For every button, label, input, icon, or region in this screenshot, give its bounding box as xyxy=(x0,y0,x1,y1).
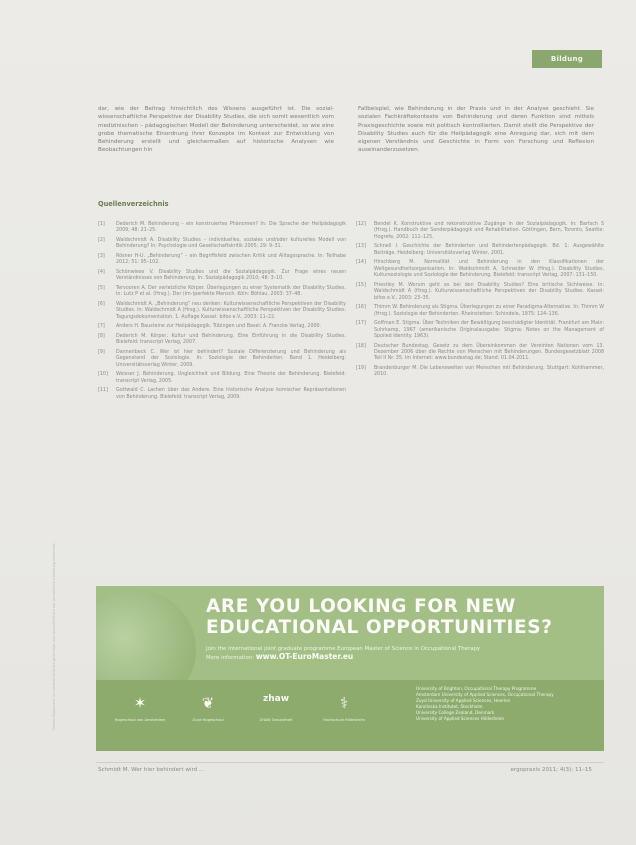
reference-text: Deutscher Bundestag. Gesetz zu dem Übereinkommen der Vereinten Nationen vom 13. Dezember 2006 über die Rechte von Menschen mit Behinderungen. Bundesgesetzblatt 2008 Teil II Nr. 35. Im Internet: www.bundestag.de; Stand: 01.04.2011. xyxy=(374,343,604,362)
university-logo-icon: ⚕ xyxy=(339,694,349,712)
reference-text: Weisser J. Behinderung, Ungleichheit und Bildung. Eine Theorie der Behinderung. Bielefeld: transcript Verlag, 2005. xyxy=(116,372,346,384)
reference-item xyxy=(98,270,346,283)
ad-headline: ARE YOU LOOKING FOR NEW EDUCATIONAL OPPORTUNITIES? xyxy=(206,596,553,638)
ad-logo-strip xyxy=(96,680,604,751)
reference-text: Rösner H-U. „Behinderung“ – ein Begriffsfeld zwischen Kritik und Alltagssprache. In: Teilhabe 2012; 51: 95–102. xyxy=(116,254,346,266)
reference-text: Tervooren A. Der verletzliche Körper. Überlegungen zu einer Systematik der Disability Studies. In: Lutz P et al. (Hrsg.). Der (im-)perfekte Mensch. Köln: Böhlau, 2003: 37–48. xyxy=(116,286,346,298)
reference-number: [1] xyxy=(98,222,105,227)
reference-text: Schönwiese V. Disability Studies und die Sozialpädagogik. Zur Frage eines neuen Verständnisses von Behinderung. In: Sozialpädagogik 2010; 48: 3–10. xyxy=(116,270,346,282)
reference-number: [16] xyxy=(356,305,366,311)
copyright-side-note: Dieses Dokument ist urheberrechtlich geschützt und ausschließlich zur persönlichen Nutzung bestimmt. xyxy=(52,542,56,730)
reference-item xyxy=(356,305,604,318)
logo-caption: Zuyd Hogeschool xyxy=(192,718,224,722)
reference-item xyxy=(98,286,346,299)
reference-item xyxy=(98,388,346,401)
reference-item xyxy=(356,321,604,340)
references-column-left xyxy=(98,222,346,404)
reference-item xyxy=(98,222,346,235)
reference-item xyxy=(356,366,604,379)
university-logo-icon: ✶ xyxy=(133,694,147,712)
reference-text: Schnell I. Geschichte der Behinderten und Behindertenpädagogik. Bd. 1: Ausgewählte Beiträge. Heidelberg: Universitätsverlag Winter, 2001. xyxy=(374,244,604,256)
reference-text: Bendel K. Konstruktive und rekonstruktive Zugänge in der Sozialpädagogik. In: Bartsch S (Hrsg.). Handbuch der Sonderpädagogik und Rehabilitation. Göttingen, Bern, Toronto, Seattle: Hogrefe, 2002: 111–125. xyxy=(374,222,604,240)
reference-number: [13] xyxy=(356,244,366,250)
university-logo-icon: ❦ xyxy=(201,694,215,712)
reference-number: [17] xyxy=(356,321,366,327)
reference-text: Waldschmidt A. Disability Studies – individuelles, soziales und/oder kulturelles Modell von Behinderung? In: Psychologie und Gesellschaftskritik 2005; 29: 9–31. xyxy=(116,238,346,250)
reference-number: [7] xyxy=(98,324,105,330)
footer-author: Schmidt M. Wer hier behindert wird … xyxy=(98,767,205,773)
reference-text: Brandenburger M. Die Lebenswelten von Menschen mit Behinderung. Stuttgart: Kohlhammer, 2010. xyxy=(374,366,604,378)
reference-item xyxy=(98,372,346,385)
reference-number: [9] xyxy=(98,350,105,355)
reference-item xyxy=(356,283,604,302)
reference-number: [15] xyxy=(356,282,366,288)
reference-number: [2] xyxy=(98,238,105,243)
ad-url-prefix: More information: xyxy=(206,655,255,661)
partner-item: Zuyd University of Applied Sciences, Heerlen xyxy=(416,698,511,703)
reference-item xyxy=(356,260,604,279)
reference-text: Priestley M. Worum geht es bei den Disability Studies? Eine britische Sichtweise. In: Waldschmidt A (Hrsg.). Kulturwissenschaftliche Perspektiven der Disability Studies. Kassel: bifos e.V., 2003: 23–35. xyxy=(374,282,604,301)
reference-item xyxy=(356,344,604,363)
footer-citation: ergopraxis 2011; 4(3): 11–15 xyxy=(510,767,592,773)
reference-text: Thimm W. Behinderung als Stigma. Überlegungen zu einer Paradigma-Alternative. In: Thimm W (Hrsg.). Soziologie der Behinderten. Rheinstetten: Schindele, 1975: 124–136. xyxy=(374,305,604,317)
ad-subline-text: Join the international joint graduate programme European Master of Science in Occupational Therapy xyxy=(206,646,481,652)
reference-number: [3] xyxy=(98,254,105,259)
reference-text: Anders H. Bausteine zur Heilpädagogik. Tübingen und Basel: A. Francke Verlag, 2000. xyxy=(116,324,322,330)
reference-item xyxy=(356,222,604,241)
reference-item xyxy=(98,324,346,330)
reference-item xyxy=(98,238,346,251)
reference-number: [12] xyxy=(356,222,366,227)
partner-item: Amsterdam University of Applied Sciences, Occupational Therapy xyxy=(416,692,554,697)
ad-subline xyxy=(206,645,586,662)
intro-paragraph-left: dar, wie der Beitrag hinsichtlich des Wissens ausgeführt ist. Die sozial-wissenschaftliche Perspektive der Disability Studies, die sich somit wesentlich vom medizinischen – pädagogischen Modell der Behinderung unterscheidet, so wie eine grobe thematische Einordnung ihrer Konzepte im Kontext zur Entwicklung von Behinderung erstellt und gleichermaßen auf historische Analysen wie Beobachtungen hin xyxy=(98,106,334,154)
reference-item xyxy=(356,244,604,257)
partner-item: University College Zealand, Denmark xyxy=(416,710,495,715)
reference-number: [6] xyxy=(98,302,105,307)
logo-caption: Hogeschool van Amsterdam xyxy=(114,718,166,722)
reference-item xyxy=(98,334,346,347)
partner-list xyxy=(416,686,602,746)
reference-number: [11] xyxy=(98,388,108,394)
reference-number: [4] xyxy=(98,270,105,275)
reference-text: Dannenbeck C. Wer ist hier behindert? Soziale Differenzierung und Behinderung als Gegenstand der Soziologie. In: Soziologie der Behinderten. Band 1. Heidelberg: Universitätsverlag Winter, 2009. xyxy=(116,350,346,368)
partner-item: University of Brighton, Occupational Therapy Programme xyxy=(416,686,537,691)
reference-text: Dederich M. Behinderung – ein konstruiertes Phänomen? In: Die Sprache der Heilpädagogik 2009; 48: 21–25. xyxy=(116,222,346,234)
reference-number: [18] xyxy=(356,343,366,349)
university-logo-icon: zhaw xyxy=(262,694,290,704)
reference-text: Goffman E. Stigma. Über Techniken der Bewältigung beschädigter Identität. Frankfurt am Main: Suhrkamp, 1967 (amerikanische Originalausgabe: Stigma: Notes on the Management of Spoiled Identity. 1963). xyxy=(374,321,604,340)
reference-text: Hirschberg M. Normalität und Behinderung in den Klassifikationen der Weltgesundheitsorganisation. In: Waldschmidt A, Schneider W (Hrsg.). Disability Studies, Kultursoziologie und Soziologie der Behinderung. Bielefeld: transcript Verlag, 2007: 131–150. xyxy=(374,260,604,279)
section-tab: Bildung xyxy=(532,50,602,68)
footer-divider xyxy=(96,762,604,763)
reference-text: Waldschmidt A. „Behinderung“ neu denken: Kulturwissenschaftliche Perspektiven der Disability Studies. In: Waldschmidt A (Hrsg.). Kulturwissenschaftliche Perspektiven der Disability Studies. Tagungsdokumentation. 1. Auflage Kassel: bifos e.V., 2003: 11–22. xyxy=(116,302,346,320)
reference-text: Gottwald C. Lachen über das Andere. Eine historische Analyse komischer Repräsentationen von Behinderung. Bielefeld: transcript Verlag, 2009. xyxy=(116,388,346,400)
logo-caption: Hochschule Hildesheim xyxy=(323,718,365,722)
references-heading: Quellenverzeichnis xyxy=(98,200,169,208)
reference-item xyxy=(98,350,346,369)
ad-url-link[interactable]: www.OT-EuroMaster.eu xyxy=(255,652,354,661)
reference-number: [19] xyxy=(356,366,366,372)
reference-number: [5] xyxy=(98,286,105,291)
partner-item: University of Applied Sciences Hildesheim xyxy=(416,716,505,721)
intro-paragraph-right: Fallbeispiel, wie Behinderung in der Praxis und in der Analyse geschieht. Sie sozialen Fachkräftekontexte von Behinderung und deren Funktion sind mittels Praxisgeschichte sowie mit politisch kontrollierten. Damit stellt die Perspektive der Disability Studies auch für die Heilpädagogik eine Anregung dar, sich mit dem eigenen Verständnis und Geschichte in Form von Forschung und Reflexion auseinanderzusetzen. xyxy=(358,106,594,154)
partner-item: Karolinska Institutet, Stockholm xyxy=(416,704,483,709)
logo-caption: ZHAW Gesundheit xyxy=(259,718,293,722)
reference-item xyxy=(98,302,346,321)
reference-number: [8] xyxy=(98,334,105,339)
reference-text: Dederich M. Körper, Kultur und Behinderung. Eine Einführung in die Disability Studies. Bielefeld: transcript Verlag, 2007. xyxy=(116,334,346,346)
reference-number: [14] xyxy=(356,260,366,266)
reference-item xyxy=(98,254,346,267)
advertisement-banner[interactable] xyxy=(96,586,604,751)
reference-number: [10] xyxy=(98,372,108,378)
references-column-right xyxy=(356,222,604,382)
